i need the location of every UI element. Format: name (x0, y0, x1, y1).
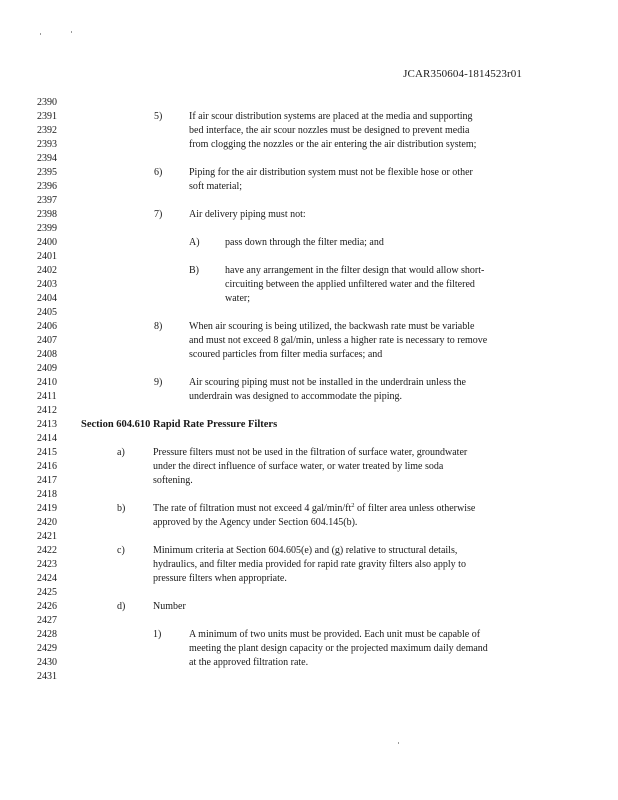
item-6-text: soft material; (189, 181, 243, 192)
line-number: 2426 (37, 601, 57, 612)
item-A-text: pass down through the filter media; and (225, 237, 384, 248)
item-7-text: Air delivery piping must not: (189, 209, 306, 220)
line-number: 2391 (37, 111, 57, 122)
subsection-a-marker: a) (117, 447, 125, 458)
item-5-text: from clogging the nozzles or the air entering the air distribution system; (189, 139, 477, 150)
scan-speck (71, 31, 72, 33)
line-number: 2427 (37, 615, 57, 626)
item-6-text: Piping for the air distribution system must not be flexible hose or other (189, 167, 473, 178)
line-number: 2431 (37, 671, 57, 682)
item-B-text: circuiting between the applied unfiltered water and the filtered (225, 279, 475, 290)
item-5-marker: 5) (154, 111, 163, 122)
line-number: 2399 (37, 223, 57, 234)
subsection-d1-text: A minimum of two units must be provided. Each unit must be capable of (189, 629, 481, 640)
line-number: 2400 (37, 237, 57, 248)
line-number: 2414 (37, 433, 57, 444)
subsection-a-text: softening. (153, 475, 193, 486)
item-8-text: scoured particles from filter media surfaces; and (189, 349, 383, 360)
line-number: 2424 (37, 573, 57, 584)
line-number: 2395 (37, 167, 57, 178)
item-B-text: have any arrangement in the filter design that would allow short- (225, 265, 485, 276)
line-number: 2402 (37, 265, 57, 276)
line-number: 2393 (37, 139, 57, 150)
line-number: 2418 (37, 489, 57, 500)
line-number: 2416 (37, 461, 57, 472)
subsection-c-marker: c) (117, 545, 125, 556)
line-number: 2392 (37, 125, 57, 136)
subsection-b-text (153, 502, 475, 515)
scan-speck (40, 33, 41, 35)
subsection-a-text: under the direct influence of surface water, or water treated by lime soda (153, 461, 444, 472)
line-number: 2423 (37, 559, 57, 570)
item-9-text: underdrain was designed to accommodate the piping. (189, 391, 402, 402)
line-number: 2413 (37, 419, 57, 430)
item-6-marker: 6) (154, 167, 163, 178)
subsection-b-text: approved by the Agency under Section 604.145(b). (153, 517, 358, 528)
line-number: 2398 (37, 209, 57, 220)
item-8-marker: 8) (154, 321, 163, 332)
subsection-d1-text: meeting the plant design capacity or the projected maximum daily demand (189, 643, 488, 654)
item-9-text: Air scouring piping must not be installed in the underdrain unless the (189, 377, 466, 388)
line-number: 2415 (37, 447, 57, 458)
line-number: 2419 (37, 503, 57, 514)
subsection-b-text-part: The rate of filtration must not exceed 4 gal/min/ft (153, 503, 352, 514)
document-id-header: JCAR350604-1814523r01 (403, 68, 522, 80)
line-number: 2405 (37, 307, 57, 318)
line-number: 2409 (37, 363, 57, 374)
scan-speck (398, 742, 399, 744)
line-number: 2420 (37, 517, 57, 528)
line-number: 2425 (37, 587, 57, 598)
line-number: 2417 (37, 475, 57, 486)
subsection-c-text: Minimum criteria at Section 604.605(e) and (g) relative to structural details, (153, 545, 458, 556)
line-number: 2410 (37, 377, 57, 388)
subsection-c-text: pressure filters when appropriate. (153, 573, 287, 584)
item-8-text: and must not exceed 8 gal/min, unless a higher rate is necessary to remove (189, 335, 488, 346)
subsection-a-text: Pressure filters must not be used in the filtration of surface water, groundwater (153, 447, 468, 458)
line-number: 2407 (37, 335, 57, 346)
superscript-2: 2 (351, 502, 355, 509)
line-number: 2401 (37, 251, 57, 262)
line-number: 2411 (37, 391, 57, 402)
line-number: 2428 (37, 629, 57, 640)
line-number: 2421 (37, 531, 57, 542)
item-5-text: If air scour distribution systems are placed at the media and supporting (189, 111, 473, 122)
line-number: 2403 (37, 279, 57, 290)
item-B-marker: B) (189, 265, 199, 276)
line-number: 2390 (37, 97, 57, 108)
line-number: 2422 (37, 545, 57, 556)
item-B-text: water; (225, 293, 250, 304)
subsection-c-text: hydraulics, and filter media provided for rapid rate gravity filters also apply to (153, 559, 466, 570)
item-9-marker: 9) (154, 377, 163, 388)
item-5-text: bed interface, the air scour nozzles must be designed to prevent media (189, 125, 470, 136)
line-number: 2406 (37, 321, 57, 332)
line-number: 2412 (37, 405, 57, 416)
item-7-marker: 7) (154, 209, 163, 220)
line-number: 2429 (37, 643, 57, 654)
line-number: 2404 (37, 293, 57, 304)
item-8-text: When air scouring is being utilized, the backwash rate must be variable (189, 321, 475, 332)
subsection-b-text-part: of filter area unless otherwise (354, 503, 476, 514)
line-number: 2396 (37, 181, 57, 192)
line-number: 2430 (37, 657, 57, 668)
subsection-b-marker: b) (117, 503, 126, 514)
line-number: 2394 (37, 153, 57, 164)
subsection-d-marker: d) (117, 601, 126, 612)
subsection-d1-text: at the approved filtration rate. (189, 657, 309, 668)
item-A-marker: A) (189, 237, 200, 248)
line-number: 2408 (37, 349, 57, 360)
subsection-d-text: Number (153, 601, 186, 612)
subsection-d1-marker: 1) (153, 629, 162, 640)
section-heading: Section 604.610 Rapid Rate Pressure Filters (81, 419, 278, 430)
line-number: 2397 (37, 195, 57, 206)
